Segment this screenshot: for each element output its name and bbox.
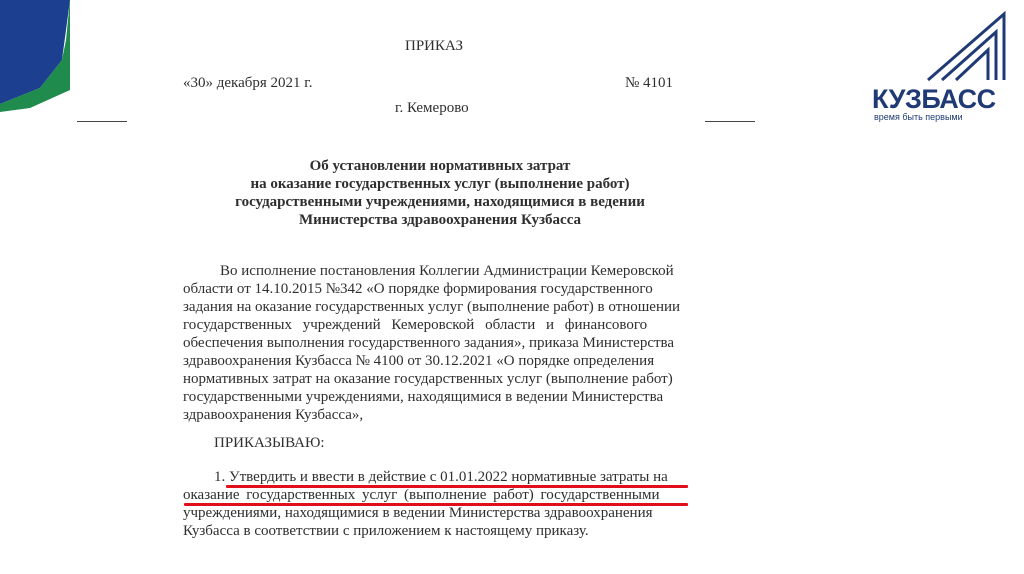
- item1-line: оказание государственных услуг (выполнение работ) государственными: [183, 487, 660, 503]
- preamble-line: области от 14.10.2015 №342 «О порядке формирования государственного: [183, 281, 653, 297]
- item1-line: 1. Утвердить и ввести в действие с 01.01.2022 нормативные затраты на: [214, 469, 668, 485]
- preamble-line: Во исполнение постановления Коллегии Администрации Кемеровской: [220, 263, 674, 279]
- preamble-line: здравоохранения Кузбасса № 4100 от 30.12.2021 «О порядке определения: [183, 353, 655, 369]
- subject-line: Министерства здравоохранения Кузбасса: [298, 212, 582, 228]
- right-rule: [705, 121, 755, 122]
- preamble-line: обеспечения выполнения государственного задания», приказа Министерства: [183, 335, 675, 351]
- subject-line: государственными учреждениями, находящимися в ведении: [235, 194, 645, 210]
- doc-number: № 4101: [625, 75, 674, 91]
- preamble-line: задания на оказание государственных услуг (выполнение работ) в отношении: [183, 299, 681, 315]
- order-word: ПРИКАЗЫВАЮ:: [214, 435, 325, 451]
- preamble-line: государственных учреждений Кемеровской области и финансового: [183, 317, 648, 333]
- item1-line: учреждениями, находящимися в ведении Министерства здравоохранения: [183, 505, 653, 521]
- doc-title: ПРИКАЗ: [405, 38, 463, 54]
- logo-slogan: время быть первыми: [874, 112, 963, 122]
- item1-line: Кузбасса в соответствии с приложением к настоящему приказу.: [183, 523, 589, 539]
- subject-line: Об установлении нормативных затрат: [309, 158, 571, 174]
- preamble-line: нормативных затрат на оказание государственных услуг (выполнение работ): [183, 371, 673, 387]
- subject-line: на оказание государственных услуг (выполнение работ): [250, 176, 630, 192]
- doc-date: «30» декабря 2021 г.: [183, 75, 313, 91]
- preamble-line: государственными учреждениями, находящимися в ведении Министерства: [183, 389, 664, 405]
- left-rule: [77, 121, 127, 122]
- doc-city: г. Кемерово: [395, 100, 469, 116]
- preamble-line: здравоохранения Кузбасса»,: [183, 407, 364, 423]
- logo-wordmark: КУЗБАСС: [872, 84, 996, 114]
